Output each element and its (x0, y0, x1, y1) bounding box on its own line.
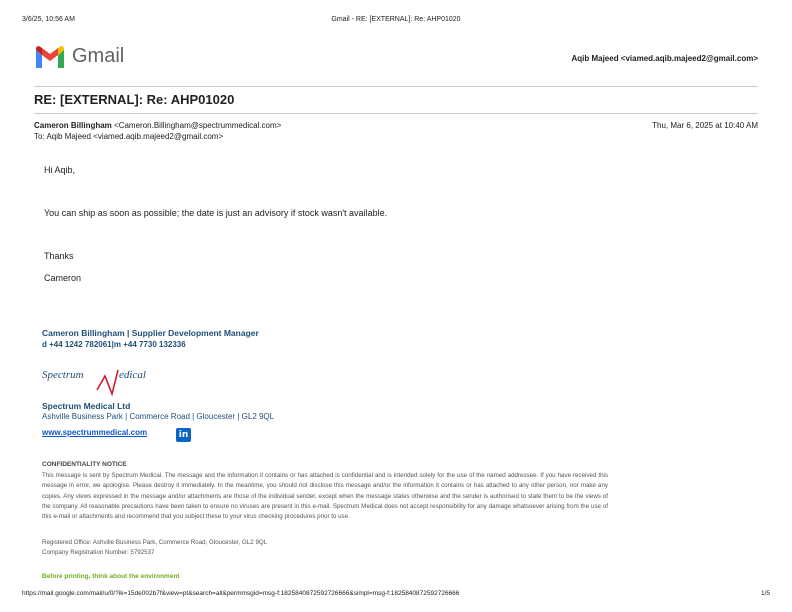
print-url: https://mail.google.com/mail/u/0/?ik=15de002b7f&view=pt&search=all&permmsgid=msg-f:1825840872592726666&simpl=msg-f:1825840872592726666 (22, 590, 460, 597)
logo-text-medical: edical (119, 369, 146, 381)
email-greeting: Hi Aqib, (44, 165, 76, 175)
email-date: Thu, Mar 6, 2025 at 10:40 AM (652, 121, 758, 130)
signature-phone: d +44 1242 782061|m +44 7730 132336 (42, 340, 186, 349)
print-title: Gmail - RE: [EXTERNAL]: Re: AHP01020 (331, 16, 461, 23)
email-subject: RE: [EXTERNAL]: Re: AHP01020 (34, 92, 235, 107)
email-to: To: Aqib Majeed <viamed.aqib.majeed2@gmail.com> (34, 132, 224, 141)
signature-website-link[interactable]: www.spectrummedical.com (42, 428, 148, 437)
confidentiality-text: This message is sent by Spectrum Medical. The message and the information it contains or has attached is confidential and is intended solely for the use of the named addressee. If you have received this message in error, we apologise. Please destroy it immediately. In the meantime, you should not disclose this message and/or the information it contains or has attached to any other person, nor make any copies. Any views expressed in the message and/or attachments are those of the individual sender, except when the message states otherwise and the sender is authorised to state them to be the views of the company. All reasonable precautions have been taken to ensure no viruses are present in this e-mail. Spectrum Medical does not accept responsibility for any damage whatsoever arising from the use of this e-mail or attachments and recommend that you subject these to your virus checking procedures prior to use. (42, 472, 608, 521)
print-datetime: 3/6/25, 10:56 AM (22, 16, 75, 23)
gmail-logo-icon (34, 44, 66, 70)
email-body: You can ship as soon as possible; the date is just an advisory if stock wasn't available. (44, 208, 388, 218)
signature-name-title: Cameron Billingham | Supplier Development Manager (42, 328, 259, 338)
environment-note: Before printing, think about the environment (42, 573, 180, 580)
logo-text-spectrum: Spectrum (42, 369, 84, 381)
email-sign-name: Cameron (44, 273, 82, 283)
spectrum-medical-logo (42, 364, 172, 396)
sender-email: <Cameron.Billingham@spectrummedical.com> (114, 121, 282, 130)
registered-office: Registered Office: Ashville Business Park, Commerce Road, Gloucester, GL2 9QL (42, 539, 268, 546)
account-email: Aqib Majeed <viamed.aqib.majeed2@gmail.com> (571, 54, 758, 63)
linkedin-icon[interactable]: in (176, 428, 191, 442)
email-from (34, 121, 281, 130)
header-divider (34, 86, 758, 87)
company-registration: Company Registration Number: 5792537 (42, 549, 155, 556)
signature-company: Spectrum Medical Ltd (42, 401, 131, 411)
subject-divider (34, 113, 758, 114)
page-number: 1/5 (760, 590, 770, 597)
sender-name: Cameron Billingham (34, 121, 112, 130)
signature-address: Ashville Business Park | Commerce Road | Gloucester | GL2 9QL (42, 412, 275, 421)
gmail-wordmark: Gmail (72, 45, 125, 67)
confidentiality-title: CONFIDENTIALITY NOTICE (42, 461, 127, 468)
email-thanks: Thanks (44, 251, 74, 261)
